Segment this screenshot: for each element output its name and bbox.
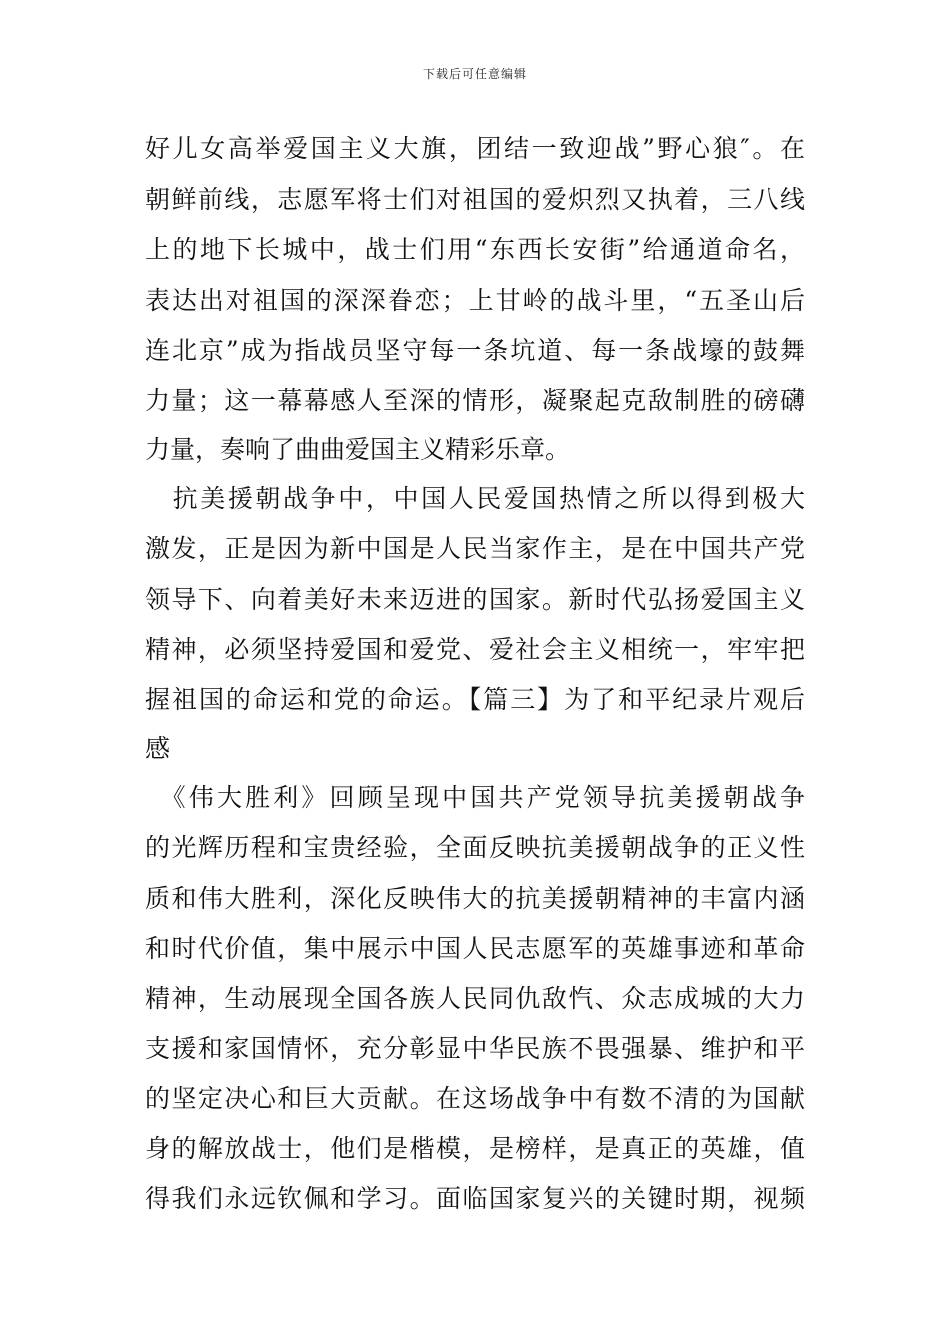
text-line: 表达出对祖国的深深眷恋；上甘岭的战斗里，“五圣山后 bbox=[145, 286, 805, 315]
text-line: 领导下、向着美好未来迈进的国家。新时代弘扬爱国主义 bbox=[145, 585, 805, 614]
text-line: 支援和家国情怀，充分彰显中华民族不畏强暴、维护和平 bbox=[145, 1034, 805, 1063]
text-line: 上的地下长城中，战士们用“东西长安街”给通道命名， bbox=[145, 235, 805, 264]
text-line: 好儿女高举爱国主义大旗，团结一致迎战”野心狼″。在 bbox=[145, 134, 805, 163]
text-line: 《伟大胜利》回顾呈现中国共产党领导抗美援朝战争 bbox=[145, 783, 805, 812]
header-note: 下载后可任意编辑 bbox=[422, 67, 527, 81]
text-line: 精神，必须坚持爱国和爱党、爱社会主义相统一，牢牢把 bbox=[145, 635, 805, 664]
text-line: 感 bbox=[145, 734, 171, 763]
text-line: 的光辉历程和宝贵经验，全面反映抗美援朝战争的正义性 bbox=[145, 833, 805, 862]
text-line: 抗美援朝战争中，中国人民爱国热情之所以得到极大 bbox=[145, 484, 805, 513]
text-line: 得我们永远钦佩和学习。面临国家复兴的关键时期，视频 bbox=[145, 1184, 805, 1213]
text-line: 朝鲜前线，志愿军将士们对祖国的爱炽烈又执着，三八线 bbox=[145, 185, 805, 214]
text-line: 的坚定决心和巨大贡献。在这场战争中有数不清的为国献 bbox=[145, 1084, 805, 1113]
text-line: 和时代价值，集中展示中国人民志愿军的英雄事迹和革命 bbox=[145, 934, 805, 963]
text-line: 握祖国的命运和党的命运。【篇三】为了和平纪录片观后 bbox=[145, 685, 805, 714]
text-line: 激发，正是因为新中国是人民当家作主，是在中国共产党 bbox=[145, 534, 805, 563]
text-line: 精神，生动展现全国各族人民同仇敌忾、众志成城的大力 bbox=[145, 984, 805, 1013]
text-line: 身的解放战士，他们是楷模，是榜样，是真正的英雄，值 bbox=[145, 1134, 805, 1163]
text-line: 连北京”成为指战员坚守每一条坑道、每一条战壕的鼓舞 bbox=[145, 336, 805, 365]
text-line: 力量，奏响了曲曲爱国主义精彩乐章。 bbox=[145, 435, 571, 464]
text-line: 质和伟大胜利，深化反映伟大的抗美援朝精神的丰富内涵 bbox=[145, 884, 805, 913]
text-line: 力量；这一幕幕感人至深的情形，凝聚起克敌制胜的磅礴 bbox=[145, 386, 805, 415]
